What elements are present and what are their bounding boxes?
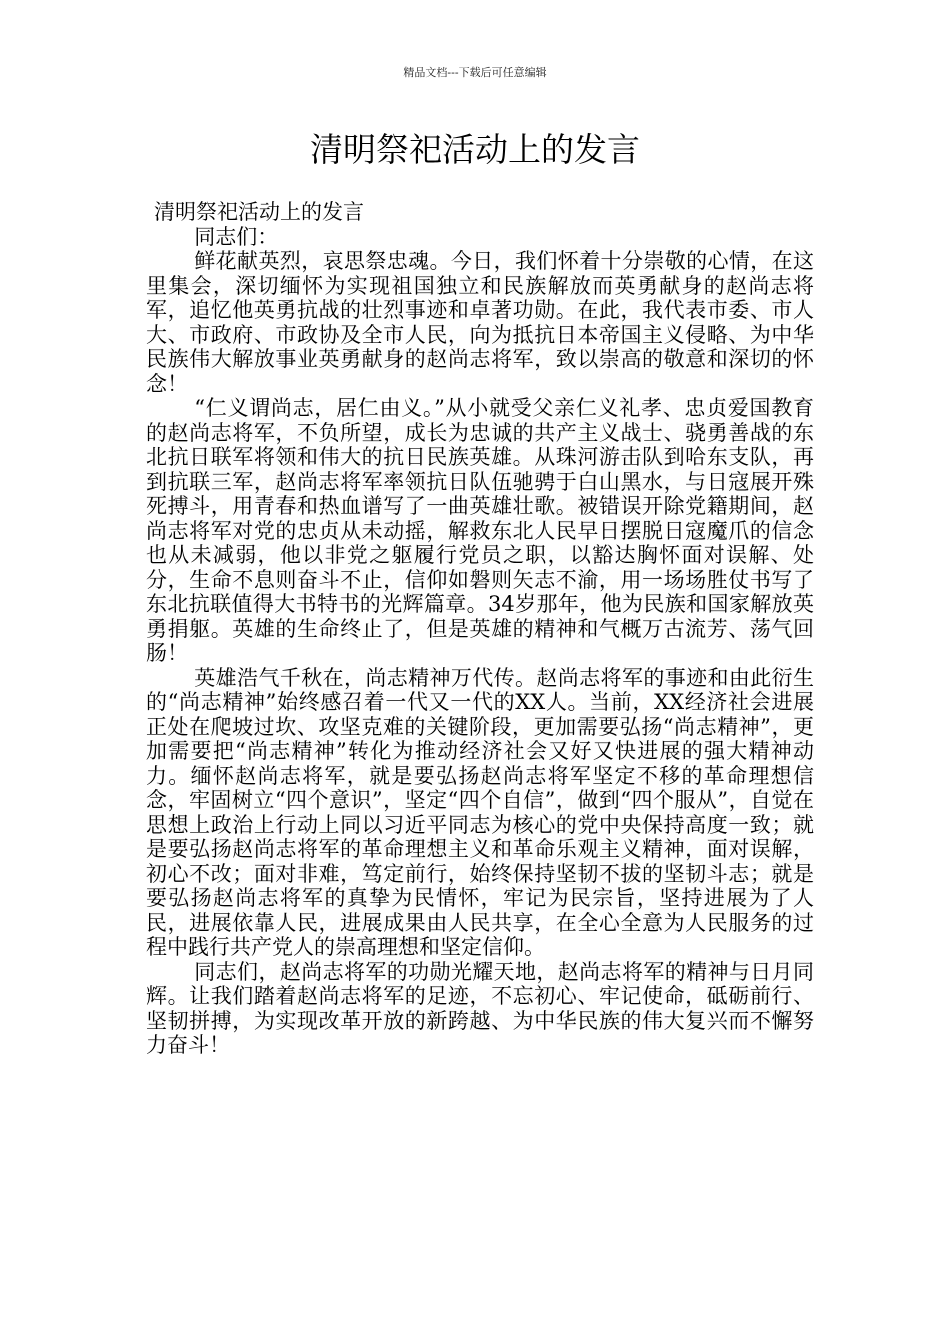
document-subtitle: 清明祭祀活动上的发言 xyxy=(154,200,364,224)
paragraph-4: 同志们，赵尚志将军的功勋光耀天地，赵尚志将军的精神与日月同辉。让我们踏着赵尚志将军的足迹，不忘初心、牢记使命，砥砺前行、坚韧拼搏，为实现改革开放的新跨越、为中华民族的伟大复兴而不懈努力奋斗！ xyxy=(146,959,814,1057)
paragraph-2: “仁义谓尚志，居仁由义。”从小就受父亲仁义礼孝、忠贞爱国教育的赵尚志将军，不负所望，成长为忠诚的共产主义战士、骁勇善战的东北抗日联军将领和伟大的抗日民族英雄。从珠河游击队到哈东支队，再到抗联三军，赵尚志将军率领抗日队伍驰骋于白山黑水，与日寇展开殊死搏斗，用青春和热血谱写了一曲英雄壮歌。被错误开除党籍期间，赵尚志将军对党的忠贞从未动摇，解救东北人民早日摆脱日寇魔爪的信念也从未减弱，他以非党之躯履行党员之职，以豁达胸怀面对误解、处分，生命不息则奋斗不止，信仰如磐则矢志不渝，用一场场胜仗书写了东北抗联值得大书特书的光辉篇章。34岁那年，他为民族和国家解放英勇捐躯。英雄的生命终止了，但是英雄的精神和气概万古流芳、荡气回肠！ xyxy=(146,396,814,665)
document-body xyxy=(146,200,814,1058)
paragraph-1: 鲜花献英烈，哀思祭忠魂。今日，我们怀着十分崇敬的心情，在这里集会，深切缅怀为实现祖国独立和民族解放而英勇献身的赵尚志将军，追忆他英勇抗战的壮烈事迹和卓著功勋。在此，我代表市委、市人大、市政府、市政协及全市人民，向为抵抗日本帝国主义侵略、为中华民族伟大解放事业英勇献身的赵尚志将军，致以崇高的敬意和深切的怀念！ xyxy=(146,249,814,396)
document-title: 清明祭祀活动上的发言 xyxy=(310,130,640,169)
paragraph-3: 英雄浩气千秋在，尚志精神万代传。赵尚志将军的事迹和由此衍生的“尚志精神”始终感召着一代又一代的XX人。当前，XX经济社会进展正处在爬坡过坎、攻坚克难的关键阶段，更加需要弘扬“尚志精神”，更加需要把“尚志精神”转化为推动经济社会又好又快进展的强大精神动力。缅怀赵尚志将军，就是要弘扬赵尚志将军坚定不移的革命理想信念，牢固树立“四个意识”，坚定“四个自信”，做到“四个服从”，自觉在思想上政治上行动上同以习近平同志为核心的党中央保持高度一致；就是要弘扬赵尚志将军的革命理想主义和革命乐观主义精神，面对误解，初心不改；面对非难，笃定前行，始终保持坚韧不拔的坚韧斗志；就是要弘扬赵尚志将军的真挚为民情怀，牢记为民宗旨，坚持进展为了人民，进展依靠人民，进展成果由人民共享，在全心全意为人民服务的过程中践行共产党人的崇高理想和坚定信仰。 xyxy=(146,665,814,959)
header-note: 精品文档---下载后可任意编辑 xyxy=(403,66,547,79)
salutation: 同志们： xyxy=(194,224,279,249)
